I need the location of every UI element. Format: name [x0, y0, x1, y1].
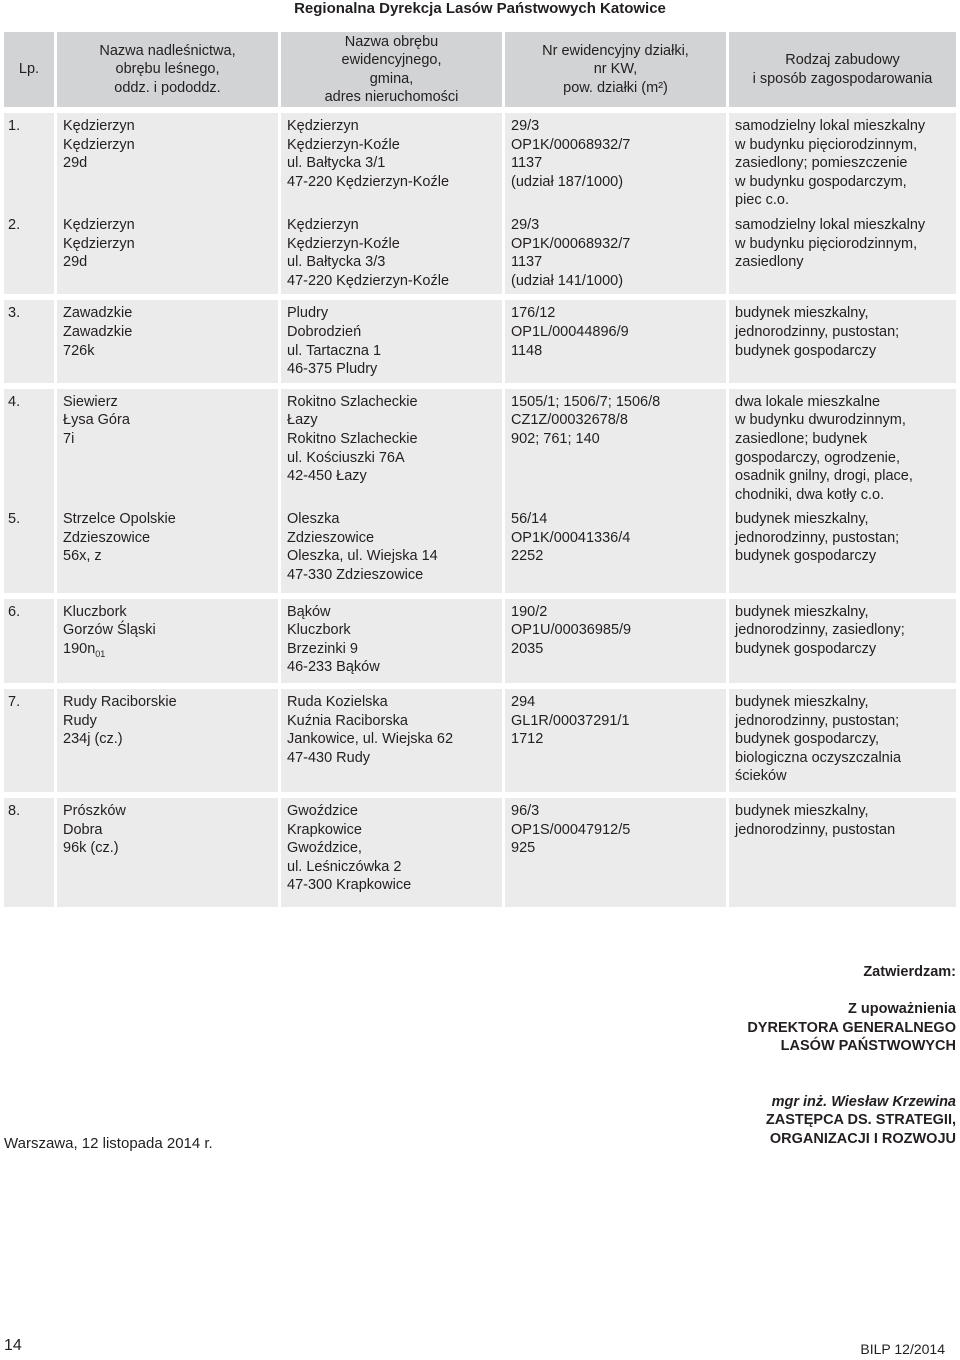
row-number: 3. — [4, 300, 54, 382]
cell-line: Dobra — [63, 821, 103, 838]
cell-line: biologiczna oczyszczalnia — [735, 749, 902, 766]
cell-line: 46-233 Bąków — [287, 659, 380, 676]
cell-line: samodzielny lokal mieszkalny — [735, 118, 926, 134]
approval-spacer — [536, 1074, 956, 1093]
cell-line: Bąków — [287, 603, 331, 620]
cell-line: budynek mieszkalny, — [735, 603, 869, 620]
cell-line: 1137 — [511, 155, 543, 172]
page-title: Regionalna Dyrekcja Lasów Państwowych Katowice — [294, 0, 666, 17]
cell-line: ul. Tartaczna 1 — [287, 342, 382, 359]
cell-line: 7i — [63, 430, 75, 447]
cell-line: Kędzierzyn — [287, 118, 359, 134]
cell-line: Gwoździce — [287, 803, 358, 819]
cell-line: Pludry — [287, 305, 329, 322]
table-row — [4, 300, 956, 382]
cell-nadl — [54, 212, 278, 294]
cell-line: Strzelce Opolskie — [63, 511, 176, 528]
cell-line: GL1R/00037291/1 — [511, 712, 630, 729]
cell-line: jednorodzinny, pustostan — [735, 821, 896, 838]
column-header — [726, 32, 956, 107]
column-header-line: Nazwa nadleśnictwa, — [99, 42, 236, 59]
cell-rodzaj — [726, 689, 956, 792]
cell-line: budynek mieszkalny, — [735, 803, 869, 819]
cell-nadl — [54, 300, 278, 382]
cell-line — [63, 640, 272, 664]
cell-line: Kuźnia Raciborska — [287, 712, 408, 729]
cell-nadl — [54, 599, 278, 683]
cell-line: Łysa Góra — [63, 412, 130, 429]
column-header — [54, 32, 278, 107]
cell-rodzaj — [726, 506, 956, 592]
cell-line: jednorodzinny, pustostan; — [735, 712, 900, 729]
cell-line: dwa lokale mieszkalne — [735, 393, 881, 410]
table-row — [4, 599, 956, 683]
cell-line: Rudy — [63, 712, 97, 729]
cell-line: Zawadzkie — [63, 305, 133, 322]
cell-rodzaj — [726, 798, 956, 907]
cell-line: w budynku pięciorodzinnym, — [735, 235, 918, 252]
cell-rodzaj — [726, 212, 956, 294]
cell-line: Zdzieszowice — [287, 529, 375, 546]
cell-line: 294 — [511, 694, 536, 711]
cell-line: 176/12 — [511, 305, 556, 322]
cell-nr — [502, 599, 726, 683]
cell-line: Kędzierzyn — [63, 216, 135, 233]
column-header-line: adres nieruchomości — [324, 89, 459, 105]
column-header-line: Rodzaj zabudowy — [785, 52, 900, 68]
column-header-line: obrębu leśnego, — [115, 61, 220, 78]
cell-line: 96k (cz.) — [63, 840, 119, 857]
cell-line: Jankowice, ul. Wiejska 62 — [287, 731, 454, 748]
row-number: 2. — [4, 212, 54, 294]
cell-line: (udział 187/1000) — [511, 173, 624, 190]
cell-line: Kluczbork — [287, 622, 351, 639]
cell-line: osadnik gnilny, drogi, place, — [735, 468, 913, 485]
cell-line: Ruda Kozielska — [287, 694, 388, 711]
cell-line: zasiedlony — [735, 254, 804, 271]
cell-line: jednorodzinny, zasiedlony; — [735, 622, 905, 639]
cell-line: ścieków — [735, 768, 787, 785]
cell-obreb — [278, 689, 502, 792]
cell-line: OP1K/00068932/7 — [511, 136, 631, 153]
cell-obreb — [278, 300, 502, 382]
cell-line: chodniki, dwa kotły c.o. — [735, 486, 885, 503]
cell-line: 2035 — [511, 640, 544, 657]
approval-spacer — [536, 1056, 956, 1075]
column-header-line: gmina, — [369, 70, 414, 87]
cell-line: Łazy — [287, 412, 318, 429]
cell-rodzaj — [726, 599, 956, 683]
signer-position: ORGANIZACJI I ROZWOJU — [769, 1130, 956, 1147]
cell-line: Kędzierzyn — [287, 216, 359, 233]
cell-line: gospodarczy, ogrodzenie, — [735, 449, 900, 466]
cell-line: Gwoździce, — [287, 840, 362, 857]
cell-line: 56/14 — [511, 511, 548, 528]
page-number: 14 — [4, 1337, 22, 1354]
cell-nr — [502, 689, 726, 792]
cell-line: OP1K/00041336/4 — [511, 529, 631, 546]
cell-line: budynek mieszkalny, — [735, 305, 869, 322]
approval-authority-line: Z upoważnienia — [848, 1001, 956, 1017]
cell-nadl — [54, 113, 278, 212]
cell-line: w budynku gospodarczym, — [735, 173, 907, 190]
cell-rodzaj — [726, 389, 956, 507]
cell-line: 29/3 — [511, 216, 540, 233]
cell-obreb — [278, 389, 502, 507]
cell-line: samodzielny lokal mieszkalny — [735, 216, 926, 233]
cell-line: 29d — [63, 155, 88, 172]
cell-line: Kędzierzyn-Koźle — [287, 136, 400, 153]
cell-line: Oleszka, ul. Wiejska 14 — [287, 548, 438, 565]
cell-obreb — [278, 506, 502, 592]
cell-line: budynek gospodarczy — [735, 342, 877, 359]
approval-block — [536, 963, 956, 1148]
cell-nr — [502, 113, 726, 212]
row-number: 8. — [4, 798, 54, 907]
cell-line: 96/3 — [511, 803, 540, 819]
column-header-line: Nr ewidencyjny działki, — [542, 42, 689, 59]
cell-rodzaj — [726, 300, 956, 382]
issue-label: BILP 12/2014 — [860, 1341, 945, 1357]
cell-obreb — [278, 212, 502, 294]
column-header-line: pow. działki (m²) — [563, 79, 668, 96]
cell-line: jednorodzinny, pustostan; — [735, 529, 900, 546]
cell-line: 234j (cz.) — [63, 731, 123, 748]
cell-line: budynek gospodarczy — [735, 548, 877, 565]
cell-line: Kędzierzyn-Koźle — [287, 235, 400, 252]
cell-line: 29d — [63, 254, 88, 271]
cell-nr — [502, 389, 726, 507]
cell-line: ul. Bałtycka 3/3 — [287, 254, 386, 271]
cell-line: Kluczbork — [63, 603, 127, 620]
cell-line: CZ1Z/00032678/8 — [511, 412, 628, 429]
table-row — [4, 389, 956, 507]
cell-line: piec c.o. — [735, 192, 789, 209]
cell-nadl — [54, 389, 278, 507]
cell-line: OP1L/00044896/9 — [511, 323, 629, 340]
cell-line: OP1S/00047912/5 — [511, 821, 631, 838]
cell-line: 1712 — [511, 731, 544, 748]
cell-line: zasiedlone; budynek — [735, 430, 868, 447]
cell-nr — [502, 506, 726, 592]
column-header — [4, 32, 54, 107]
row-number: 5. — [4, 506, 54, 592]
table-row — [4, 212, 956, 294]
cell-line: Rudy Raciborskie — [63, 694, 177, 711]
cell-line: OP1K/00068932/7 — [511, 235, 631, 252]
cell-nr — [502, 212, 726, 294]
cell-line: OP1U/00036985/9 — [511, 622, 632, 639]
table-header — [4, 32, 956, 107]
cell-line: ul. Kościuszki 76A — [287, 449, 405, 466]
cell-obreb — [278, 599, 502, 683]
cell-rodzaj — [726, 113, 956, 212]
table-row — [4, 689, 956, 792]
cell-line: 29/3 — [511, 118, 540, 134]
table-row — [4, 113, 956, 212]
cell-line: Kędzierzyn — [63, 136, 135, 153]
oddzial-base: 190n — [63, 640, 96, 657]
table-row — [4, 506, 956, 592]
row-number: 1. — [4, 113, 54, 212]
cell-line: 2252 — [511, 548, 544, 565]
cell-line: 902; 761; 140 — [511, 430, 600, 447]
cell-line: 1505/1; 1506/7; 1506/8 — [511, 393, 661, 410]
approval-spacer — [536, 982, 956, 1001]
cell-line: budynek gospodarczy, — [735, 731, 880, 748]
cell-line: Kędzierzyn — [63, 118, 135, 134]
cell-line: 47-330 Zdzieszowice — [287, 567, 424, 584]
column-header — [278, 32, 502, 107]
cell-line: ul. Bałtycka 3/1 — [287, 155, 386, 172]
cell-nadl — [54, 506, 278, 592]
cell-line: budynek mieszkalny, — [735, 694, 869, 711]
cell-line: Prószków — [63, 803, 126, 819]
date-line: Warszawa, 12 listopada 2014 r. — [4, 1135, 213, 1152]
table-body — [4, 107, 956, 907]
column-header-line: ewidencyjnego, — [341, 52, 442, 68]
table-row — [4, 798, 956, 907]
cell-line: ul. Leśniczówka 2 — [287, 858, 402, 875]
cell-line: 47-220 Kędzierzyn-Koźle — [287, 173, 450, 190]
cell-line: w budynku pięciorodzinnym, — [735, 136, 918, 153]
column-header-line: Nazwa obrębu — [344, 33, 439, 50]
cell-line: zasiedlony; pomieszczenie — [735, 155, 908, 172]
signer-position: ZASTĘPCA DS. STRATEGII, — [765, 1112, 956, 1128]
cell-line: jednorodzinny, pustostan; — [735, 323, 900, 340]
cell-line: Zdzieszowice — [63, 529, 151, 546]
cell-line: Siewierz — [63, 393, 118, 410]
row-number: 7. — [4, 689, 54, 792]
oddzial-subscript: 01 — [95, 648, 106, 659]
cell-line: 47-300 Krapkowice — [287, 877, 412, 894]
cell-line: (udział 141/1000) — [511, 272, 624, 289]
cell-line: Rokitno Szlacheckie — [287, 430, 418, 447]
cell-obreb — [278, 798, 502, 907]
cell-line: Zawadzkie — [63, 323, 133, 340]
cell-line: Rokitno Szlacheckie — [287, 393, 418, 410]
column-header — [502, 32, 726, 107]
row-number: 4. — [4, 389, 54, 507]
cell-line: Gorzów Śląski — [63, 622, 156, 639]
signer-name: mgr inż. Wiesław Krzewina — [771, 1093, 956, 1110]
column-header-line: Lp. — [18, 61, 40, 78]
cell-nr — [502, 798, 726, 907]
column-header-line: nr KW, — [593, 61, 638, 78]
cell-line: 1137 — [511, 254, 543, 271]
approval-authority-line: LASÓW PAŃSTWOWYCH — [780, 1038, 956, 1054]
cell-line: Brzezinki 9 — [287, 640, 358, 657]
cell-obreb — [278, 113, 502, 212]
cell-line: 47-220 Kędzierzyn-Koźle — [287, 272, 450, 289]
cell-line: w budynku dwurodzinnym, — [735, 412, 906, 429]
column-header-line: i sposób zagospodarowania — [752, 70, 933, 87]
cell-nadl — [54, 798, 278, 907]
cell-line: 46-375 Pludry — [287, 361, 378, 378]
cell-line: budynek gospodarczy — [735, 640, 877, 657]
cell-line: 726k — [63, 342, 95, 359]
column-header-line: oddz. i pododdz. — [114, 79, 221, 96]
cell-line: Krapkowice — [287, 821, 362, 838]
cell-line: 190/2 — [511, 603, 548, 620]
approval-authority-line: DYREKTORA GENERALNEGO — [747, 1019, 956, 1036]
approval-heading: Zatwierdzam: — [863, 964, 956, 980]
cell-nadl — [54, 689, 278, 792]
cell-nr — [502, 300, 726, 382]
cell-line: Kędzierzyn — [63, 235, 135, 252]
cell-line: 925 — [511, 840, 536, 857]
cell-line: 56x, z — [63, 548, 102, 565]
row-number: 6. — [4, 599, 54, 683]
cell-line: budynek mieszkalny, — [735, 511, 869, 528]
cell-line: 42-450 Łazy — [287, 468, 367, 485]
cell-line: 1148 — [511, 342, 543, 359]
properties-table — [4, 32, 956, 907]
cell-line: Oleszka — [287, 511, 340, 528]
cell-line: Dobrodzień — [287, 323, 362, 340]
cell-line: 47-430 Rudy — [287, 749, 371, 766]
